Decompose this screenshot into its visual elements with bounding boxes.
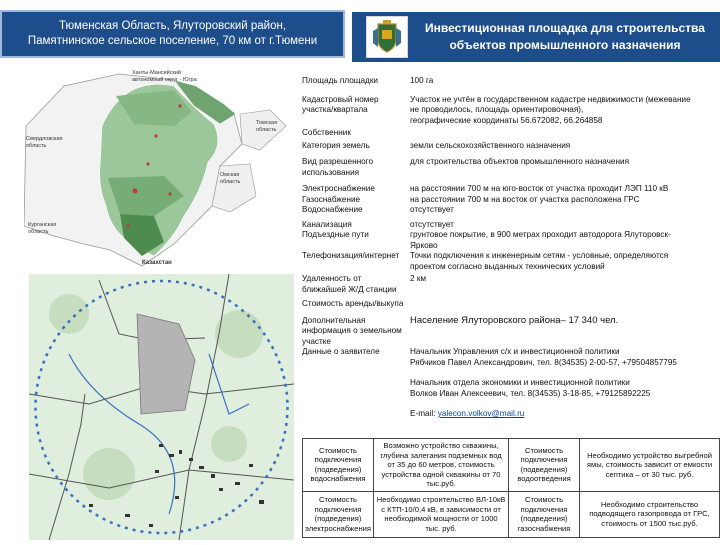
extra-label xyxy=(302,316,410,348)
area-label: Площадь площадки xyxy=(302,76,378,85)
contact2-line-2: Волков Иван Алексеевич, тел. 8(34535) 3-18-85, +79125892225 xyxy=(410,388,651,398)
site-map xyxy=(29,274,294,540)
rent-label: Стоимость аренды/выкупа xyxy=(302,299,404,308)
owner-row xyxy=(302,128,712,139)
table-row xyxy=(303,491,720,537)
water-value: отсутствует xyxy=(410,205,454,214)
electric-cost-label: Стоимость подключения (подведения) электроснабжения xyxy=(303,491,374,537)
page-title xyxy=(416,20,714,54)
cadastral-value xyxy=(410,95,712,127)
extra-label-line-3: участке xyxy=(302,336,331,346)
email-label: E-mail: xyxy=(410,409,436,418)
map-label-khanty: Ханты-Мансийский автономный округ - Югра xyxy=(132,70,197,83)
electric-row xyxy=(302,184,712,195)
cadastral-value-line-3: географические координаты 56.672082, 66.264858 xyxy=(410,115,603,125)
permitted-value: для строительства объектов промышленного назначения xyxy=(410,157,630,166)
gas-row xyxy=(302,195,712,206)
railway-label-line-1: Удаленность от xyxy=(302,274,362,283)
title-line-2: объектов промышленного назначения xyxy=(449,38,681,52)
area-row xyxy=(302,76,712,87)
email-link[interactable]: yalecon.volkov@mail.ru xyxy=(437,409,525,418)
title-header xyxy=(352,12,720,62)
sewage-cost-label: Стоимость подключения (подведения) водоотведения xyxy=(509,439,580,492)
phone-label: Телефонизация/интернет xyxy=(302,251,400,260)
cadastral-label: Кадастровый номер участка/квартала xyxy=(302,94,379,114)
permitted-row xyxy=(302,157,712,178)
gas-value: на расстоянии 700 м на восток от участка расположена ГРС xyxy=(410,194,640,204)
extra-value: Население Ялуторовского района– 17 340 чел. xyxy=(410,314,619,326)
sewer-label: Канализация xyxy=(302,219,352,229)
table-row xyxy=(303,439,720,492)
railway-value: 2 км xyxy=(410,274,427,283)
electric-cost-value: Необходимо строительство ВЛ-10кВ с КТП-10/0,4 кВ, в зависимости от необходимой мощности от 1000 тыс. руб. xyxy=(374,491,509,537)
water-cost-label: Стоимость подключения (подведения) водоснабжения xyxy=(303,439,374,492)
phone-row xyxy=(302,251,712,272)
extra-row xyxy=(302,316,712,348)
gas-label: Газоснабжение xyxy=(302,194,361,204)
location-line-2: Памятнинское сельское поселение, 70 км от г.Тюмени xyxy=(27,35,318,47)
map-label-kazakhstan: Казахстан xyxy=(142,260,172,266)
railway-label xyxy=(302,274,410,295)
map-label-tomsk: Томская область xyxy=(256,120,278,133)
rent-row xyxy=(302,299,712,310)
phone-value-line-2: проектом согласно выданных технических условий xyxy=(410,261,605,271)
contact-label: Данные о заявителе xyxy=(302,347,380,356)
electric-label: Электроснабжение xyxy=(302,184,375,193)
category-row xyxy=(302,141,712,152)
cadastral-value-line-2: не проводилось, площадь ориентировочная), xyxy=(410,105,584,114)
map-label-sverdlovsk: Свердловская область xyxy=(26,136,63,149)
title-line-1: Инвестиционная площадка для строительства xyxy=(425,21,705,35)
phone-value-line-1: Точки подключения к инженерным сетям - условные, определяются xyxy=(410,251,669,260)
location-header xyxy=(0,10,345,58)
roads-value-line-1: грунтовое покрытие, в 900 метрах проходит автодорога Ялуторовск- xyxy=(410,230,671,239)
contact2-line-1: Начальник отдела экономики и инвестиционной политики xyxy=(410,378,630,387)
map-label-omsk: Омская область xyxy=(220,172,241,185)
email-line xyxy=(410,409,712,420)
roads-value-line-2: Ярково xyxy=(410,240,438,250)
contact-value xyxy=(410,347,712,420)
water-label: Водоснабжение xyxy=(302,205,363,214)
region-emblem-icon xyxy=(366,16,408,58)
map-label-kurgan: Курганская область xyxy=(28,222,57,235)
sewage-cost-value: Необходимо устройство выгребной ямы, стоимость зависит от емкости септика – от 30 тыс. руб. xyxy=(580,439,720,492)
roads-row xyxy=(302,230,712,251)
connection-cost-table xyxy=(302,438,720,538)
site-info-table xyxy=(302,76,712,420)
gas-cost-value: Необходимо строительство подводящего газопровода от ГРС, стоимость от 1500 тыс.руб. xyxy=(580,491,720,537)
extra-label-line-1: Дополнительная xyxy=(302,315,366,325)
contact-row xyxy=(302,347,712,420)
electric-value: на расстоянии 700 м на юго-восток от участка проходит ЛЭП 110 кВ xyxy=(410,184,669,193)
water-row xyxy=(302,205,712,216)
region-map xyxy=(24,66,294,276)
cadastral-row xyxy=(302,95,712,127)
roads-label: Подъездные пути xyxy=(302,230,369,239)
category-value: земли сельскохозяйственного назначения xyxy=(410,140,571,150)
phone-value xyxy=(410,251,712,272)
cadastral-value-line-1: Участок не учтён в государственном кадастре недвижимости (межевание xyxy=(410,94,691,104)
location-line-1: Тюменская Область, Ялуторовский район, xyxy=(58,20,287,32)
railway-label-line-2: ближайшей Ж/Д станции xyxy=(302,284,397,294)
owner-label: Собственник xyxy=(302,128,351,137)
roads-value xyxy=(410,230,712,251)
gas-cost-label: Стоимость подключения (подведения) газоснабжения xyxy=(509,491,580,537)
area-value: 100 га xyxy=(410,76,434,85)
contact1-line-1: Начальник Управления с/х и инвестиционной политики xyxy=(410,347,620,356)
permitted-label: Вид разрешенного использования xyxy=(302,157,374,177)
water-cost-value: Возможно устройство скважины, глубина залегания подземных вод от 35 до 60 метров, стоимость устройства одной скважины от 70 тыс.руб. xyxy=(374,439,509,492)
sewer-row xyxy=(302,220,712,231)
sewer-value: отсутствует xyxy=(410,219,454,229)
contact1-line-2: Рябчиков Павел Александрович, тел. 8(34535) 2-00-57, +79504857795 xyxy=(410,357,677,367)
extra-label-line-2: информация о земельном xyxy=(302,326,402,335)
category-label: Категория земель xyxy=(302,140,370,150)
railway-row xyxy=(302,274,712,295)
